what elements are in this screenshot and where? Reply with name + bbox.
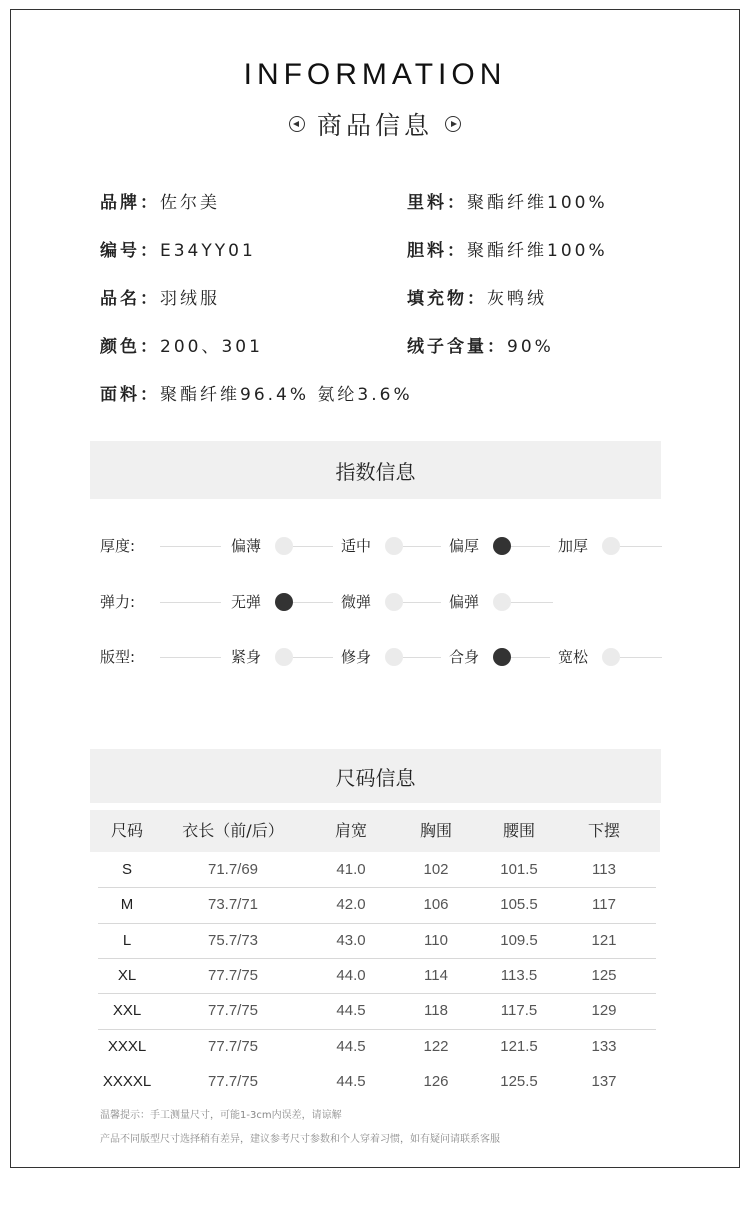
index-dot xyxy=(385,537,403,555)
info-value: 灰鸭绒 xyxy=(487,289,547,309)
size-note-1: 温馨提示：手工测量尺寸，可能1-3cm内误差，请谅解 xyxy=(100,1110,342,1121)
size-table-cell: 113.5 xyxy=(500,967,538,984)
size-table-cell: 75.7/73 xyxy=(207,932,259,949)
index-row xyxy=(0,645,750,669)
size-table-cell: 125.5 xyxy=(500,1073,538,1090)
size-table-cell: 71.7/69 xyxy=(207,861,259,878)
index-option-label: 偏弹 xyxy=(449,593,480,611)
size-table-cell: 77.7/75 xyxy=(207,967,259,984)
size-table-row xyxy=(0,958,750,993)
info-value: 佐尔美 xyxy=(160,193,220,213)
info-value: 聚酯纤维100% xyxy=(467,241,608,261)
index-label: 版型: xyxy=(100,648,136,666)
index-option-label: 加厚 xyxy=(558,537,589,555)
index-dot xyxy=(275,648,293,666)
size-table-cell: 77.7/75 xyxy=(207,1002,259,1019)
index-line xyxy=(160,546,221,547)
circle-arrow-left-icon xyxy=(289,116,305,132)
index-dot-selected xyxy=(275,593,293,611)
index-dot xyxy=(602,537,620,555)
size-table-row xyxy=(0,1029,750,1064)
size-table-cell: 44.0 xyxy=(336,967,366,984)
info-fabric xyxy=(100,380,413,405)
size-table-cell: 133 xyxy=(591,1038,617,1055)
index-line xyxy=(403,602,441,603)
info-key: 编号： xyxy=(100,241,160,261)
size-column-header: 胸围 xyxy=(419,821,453,840)
size-table-cell: 101.5 xyxy=(500,861,538,878)
index-option-label: 宽松 xyxy=(558,648,589,666)
index-option-label: 紧身 xyxy=(231,648,262,666)
info-key: 填充物： xyxy=(407,289,487,309)
info-down-content xyxy=(407,332,554,357)
size-table-cell: 122 xyxy=(423,1038,449,1055)
size-column-header: 下摆 xyxy=(587,821,621,840)
index-dot-selected xyxy=(493,648,511,666)
subtitle-text: 商品信息 xyxy=(316,111,433,140)
size-table-cell: 44.5 xyxy=(336,1038,366,1055)
info-key: 面料： xyxy=(100,385,160,405)
size-table-row xyxy=(0,852,750,887)
index-line xyxy=(620,657,662,658)
index-line xyxy=(293,546,333,547)
size-table-cell: 41.0 xyxy=(336,861,366,878)
index-line xyxy=(511,657,550,658)
size-table-cell: 44.5 xyxy=(336,1002,366,1019)
size-column-header: 肩宽 xyxy=(334,821,368,840)
index-dot-selected xyxy=(493,537,511,555)
size-table-cell: 102 xyxy=(423,861,449,878)
index-line xyxy=(293,602,333,603)
info-value: 聚酯纤维96.4% 氨纶3.6% xyxy=(160,385,413,405)
size-table-cell: 117 xyxy=(592,896,616,913)
info-filling xyxy=(407,284,547,309)
index-option-label: 偏薄 xyxy=(231,537,262,555)
index-option-label: 无弹 xyxy=(231,593,262,611)
size-table-cell: 125 xyxy=(591,967,617,984)
index-option-label: 偏厚 xyxy=(449,537,480,555)
page-title: INFORMATION xyxy=(243,58,507,91)
index-line xyxy=(403,657,441,658)
size-table-cell: 73.7/71 xyxy=(207,896,259,913)
size-table-cell: 42.0 xyxy=(336,896,366,913)
index-dot xyxy=(385,648,403,666)
index-line xyxy=(293,657,333,658)
size-table-cell: 114 xyxy=(424,967,448,984)
index-dot xyxy=(602,648,620,666)
info-value: 羽绒服 xyxy=(160,289,220,309)
index-dot xyxy=(493,593,511,611)
size-table-cell: 126 xyxy=(423,1073,449,1090)
info-name xyxy=(100,284,220,309)
index-row xyxy=(0,590,750,614)
index-line xyxy=(620,546,662,547)
info-key: 绒子含量： xyxy=(407,337,507,357)
info-key: 颜色： xyxy=(100,337,160,357)
info-bladder xyxy=(407,236,608,261)
info-brand xyxy=(100,188,220,213)
size-table-cell: 77.7/75 xyxy=(207,1073,259,1090)
index-info-header xyxy=(90,441,661,499)
size-table-cell: 129 xyxy=(591,1002,617,1019)
index-label: 厚度: xyxy=(100,537,136,555)
info-key: 胆料： xyxy=(407,241,467,261)
size-table-cell: 109.5 xyxy=(500,932,538,949)
size-table-header xyxy=(90,810,660,852)
size-column-header: 腰围 xyxy=(502,821,536,840)
info-value: 聚酯纤维100% xyxy=(467,193,608,213)
size-table-cell: 110 xyxy=(424,932,448,949)
info-lining xyxy=(407,188,608,213)
size-table-cell: 105.5 xyxy=(500,896,538,913)
size-table-cell: 106 xyxy=(423,896,449,913)
info-key: 品名： xyxy=(100,289,160,309)
index-dot xyxy=(275,537,293,555)
index-label: 弹力: xyxy=(100,593,136,611)
size-table-row xyxy=(0,887,750,922)
info-color xyxy=(100,332,263,357)
index-row xyxy=(0,534,750,558)
index-option-label: 合身 xyxy=(449,648,480,666)
size-table-cell: 137 xyxy=(591,1073,617,1090)
index-line xyxy=(403,546,441,547)
size-column-header: 尺码 xyxy=(110,821,144,840)
size-note-2: 产品不同版型尺寸选择稍有差异，建议参考尺寸参数和个人穿着习惯，如有疑问请联系客服 xyxy=(100,1134,500,1145)
size-table-cell: XXXL xyxy=(107,1038,147,1055)
info-value: 200、301 xyxy=(160,337,263,357)
index-line xyxy=(511,546,550,547)
size-table-cell: M xyxy=(120,896,134,913)
size-table-cell: 117.5 xyxy=(500,1002,538,1019)
size-column-header: 衣长（前/后） xyxy=(182,821,284,840)
index-line xyxy=(511,602,553,603)
index-option-label: 适中 xyxy=(341,537,372,555)
size-table-cell: XXXXL xyxy=(102,1073,152,1090)
index-option-label: 微弹 xyxy=(341,593,372,611)
size-table-cell: 121.5 xyxy=(500,1038,538,1055)
size-info-title: 尺码信息 xyxy=(335,765,416,790)
size-table-cell: 118 xyxy=(424,1002,448,1019)
size-table-cell: 121 xyxy=(591,932,617,949)
info-value: 90% xyxy=(507,337,554,357)
index-dot xyxy=(385,593,403,611)
size-table-row xyxy=(0,993,750,1028)
size-table-cell: XL xyxy=(117,967,137,984)
info-value: E34YY01 xyxy=(160,241,256,261)
size-table-cell: XXL xyxy=(112,1002,142,1019)
index-info-title: 指数信息 xyxy=(335,459,416,484)
index-option-label: 修身 xyxy=(341,648,372,666)
size-table-cell: S xyxy=(121,861,133,878)
index-line xyxy=(160,602,221,603)
size-info-header xyxy=(90,749,661,803)
info-key: 里料： xyxy=(407,193,467,213)
size-table-cell: L xyxy=(122,932,132,949)
index-line xyxy=(160,657,221,658)
size-table-cell: 77.7/75 xyxy=(207,1038,259,1055)
size-table-cell: 43.0 xyxy=(336,932,366,949)
page-subtitle xyxy=(0,106,750,142)
circle-arrow-right-icon xyxy=(445,116,461,132)
size-table-cell: 113 xyxy=(592,861,616,878)
size-table-row xyxy=(0,923,750,958)
size-table-cell: 44.5 xyxy=(336,1073,366,1090)
size-table-row xyxy=(0,1064,750,1099)
info-key: 品牌： xyxy=(100,193,160,213)
info-code xyxy=(100,236,256,261)
